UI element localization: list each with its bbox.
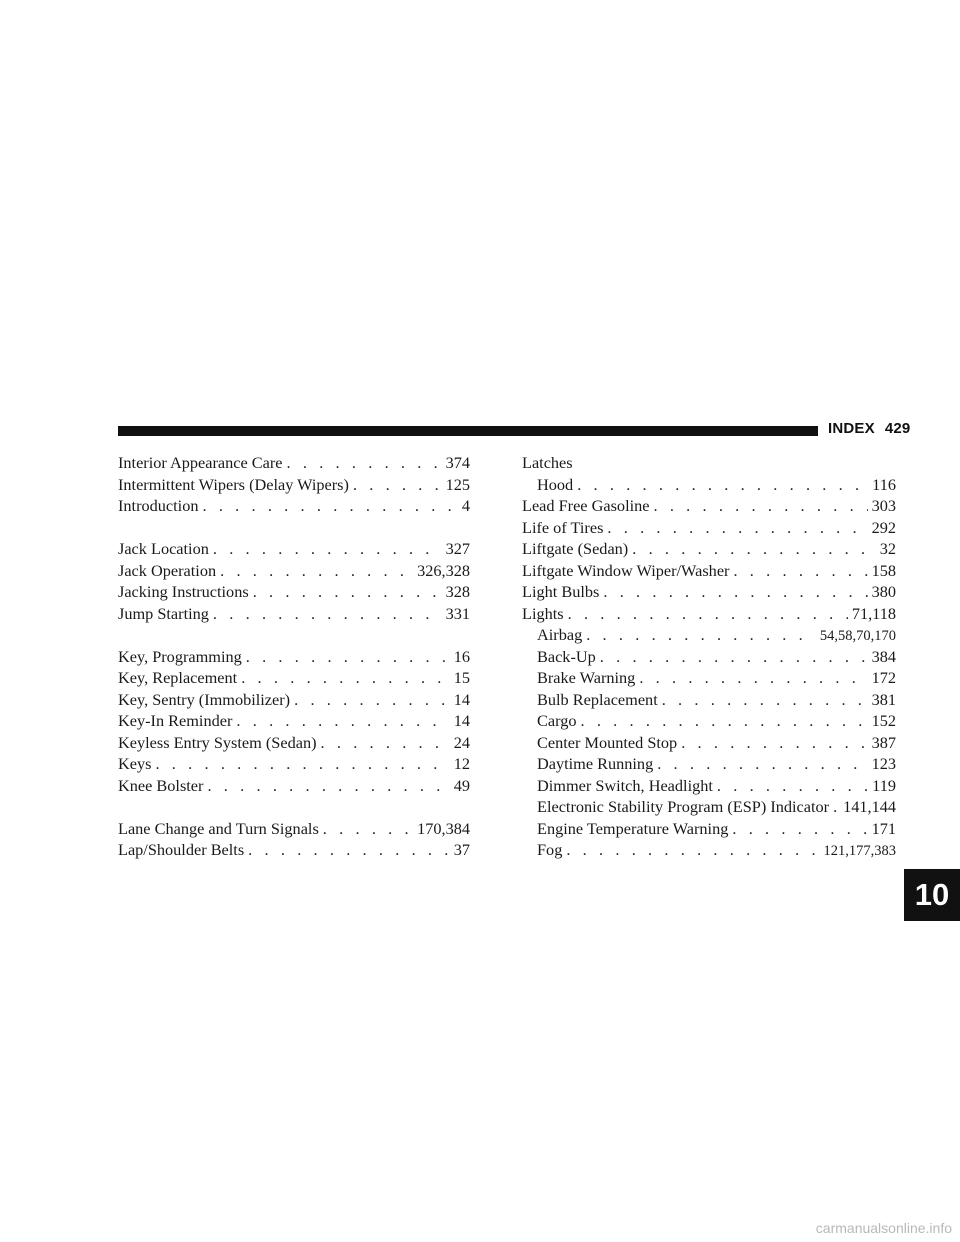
entry-pages: 12 [453, 754, 470, 773]
entry-label: Engine Temperature Warning [537, 818, 729, 838]
running-header [828, 420, 910, 437]
dot-leader [323, 818, 413, 840]
dot-leader [155, 753, 449, 775]
dot-leader [566, 839, 819, 861]
dot-leader [657, 753, 867, 775]
dot-leader [733, 560, 867, 582]
dot-leader [586, 624, 816, 646]
index-column-left [118, 452, 470, 861]
entry-pages: 24 [453, 732, 470, 752]
entry-label: Keyless Entry System (Sedan) [118, 732, 317, 752]
entry-label: Hood [537, 474, 574, 494]
entry-pages: 328 [445, 582, 470, 601]
index-subentry [522, 474, 896, 496]
index-subentry [522, 753, 896, 775]
entry-label: Jacking Instructions [118, 582, 249, 601]
index-entry [522, 581, 896, 603]
dot-leader [653, 495, 867, 517]
entry-pages: 171 [871, 818, 896, 838]
entry-pages: 172 [871, 668, 896, 687]
entry-pages: 292 [871, 517, 896, 537]
index-column-right [522, 452, 896, 861]
index-entry [118, 603, 470, 625]
dot-leader [213, 538, 442, 560]
index-entry [118, 474, 470, 496]
index-subentry [522, 646, 896, 668]
dot-leader [603, 581, 867, 603]
index-subentry [522, 689, 896, 711]
header-rule [118, 426, 818, 436]
index-entry [118, 452, 470, 474]
dot-leader [568, 603, 848, 625]
group-gap [118, 517, 470, 539]
dot-leader [632, 538, 875, 560]
entry-pages: 4 [461, 496, 470, 515]
index-entry [118, 495, 470, 517]
dot-leader [662, 689, 868, 711]
entry-pages: 14 [453, 689, 470, 709]
entry-label: Key, Programming [118, 646, 242, 666]
index-entry [118, 732, 470, 754]
index-entry [118, 667, 470, 689]
entry-label: Key, Sentry (Immobilizer) [118, 689, 291, 709]
entry-label: Center Mounted Stop [537, 732, 678, 752]
dot-leader [248, 839, 450, 861]
entry-pages: 331 [445, 603, 470, 623]
entry-label: Bulb Replacement [537, 689, 658, 709]
index-subentry [522, 775, 896, 797]
index-entry [522, 517, 896, 539]
dot-leader [607, 517, 867, 539]
entry-label: Key-In Reminder [118, 711, 233, 730]
index-entry [118, 560, 470, 582]
entry-pages: 116 [872, 474, 896, 494]
group-gap [118, 796, 470, 818]
index-entry [118, 753, 470, 775]
entry-label: Key, Replacement [118, 668, 238, 687]
dot-leader [287, 452, 442, 474]
entry-label: Lap/Shoulder Belts [118, 840, 245, 859]
entry-label: Liftgate (Sedan) [522, 539, 629, 558]
dot-leader [236, 710, 449, 732]
index-entry [118, 710, 470, 732]
dot-leader [202, 495, 457, 517]
group-gap [118, 624, 470, 646]
dot-leader [639, 667, 867, 689]
entry-pages: 152 [871, 711, 896, 730]
entry-label: Liftgate Window Wiper/Washer [522, 560, 730, 580]
index-subentry [522, 710, 896, 732]
dot-leader [294, 689, 450, 711]
entry-label: Intermittent Wipers (Delay Wipers) [118, 474, 349, 494]
entry-label: Back-Up [537, 646, 596, 666]
entry-pages: 381 [871, 689, 896, 709]
entry-pages: 71,118 [851, 603, 896, 623]
entry-pages: 384 [871, 646, 896, 666]
dot-leader [253, 581, 442, 603]
entry-pages: 37 [453, 840, 470, 859]
index-subentry [522, 732, 896, 754]
dot-leader [577, 474, 868, 496]
index-entry [118, 818, 470, 840]
dot-leader [241, 667, 450, 689]
entry-label: Light Bulbs [522, 582, 600, 601]
index-entry [522, 603, 896, 625]
dot-leader [717, 775, 868, 797]
page-number: 429 [884, 420, 911, 437]
index-subentry [522, 839, 896, 861]
entry-label: Lights [522, 603, 564, 623]
dot-leader [581, 710, 868, 732]
index-subentry [522, 818, 896, 840]
entry-pages: 327 [445, 539, 470, 558]
entry-label: Daytime Running [537, 754, 654, 773]
dot-leader [207, 775, 449, 797]
dot-leader [220, 560, 413, 582]
index-entry [118, 538, 470, 560]
index-heading: Latches [522, 453, 573, 472]
entry-label: Introduction [118, 496, 199, 515]
entry-label: Knee Bolster [118, 775, 204, 795]
entry-pages: 303 [871, 496, 896, 515]
index-entry [522, 538, 896, 560]
entry-pages: 170,384 [417, 818, 470, 838]
entry-pages: 123 [871, 754, 896, 773]
entry-pages: 374 [445, 453, 470, 472]
dot-leader [600, 646, 868, 668]
entry-label: Fog [537, 840, 563, 859]
entry-pages: 125 [445, 474, 470, 494]
entry-pages: 32 [879, 539, 896, 558]
entry-label: Interior Appearance Care [118, 453, 283, 472]
dot-leader [321, 732, 450, 754]
chapter-tab: 10 [904, 869, 960, 921]
entry-pages: 54,58,70,170 [819, 628, 896, 644]
entry-label: Jump Starting [118, 603, 209, 623]
entry-label: Lead Free Gasoline [522, 496, 650, 515]
index-subentry [522, 624, 896, 646]
index-entry [118, 646, 470, 668]
watermark: carmanualsonline.info [815, 1220, 952, 1236]
header-label: INDEX [828, 420, 875, 437]
index-subentry [522, 796, 896, 818]
entry-pages: 141,144 [843, 797, 896, 816]
entry-pages: 387 [871, 732, 896, 752]
index-entry [522, 495, 896, 517]
dot-leader [246, 646, 450, 668]
entry-pages: 158 [871, 560, 896, 580]
entry-label: Cargo [537, 711, 577, 730]
entry-pages: 326,328 [417, 560, 470, 580]
index-entry [118, 581, 470, 603]
entry-pages: 119 [872, 775, 896, 795]
dot-leader [353, 474, 442, 496]
entry-pages: 14 [453, 711, 470, 730]
entry-label: Life of Tires [522, 517, 604, 537]
dot-leader [213, 603, 442, 625]
dot-leader [681, 732, 867, 754]
entry-pages: 16 [453, 646, 470, 666]
dot-leader [732, 818, 867, 840]
entry-pages: 49 [453, 775, 470, 795]
index-entry [522, 560, 896, 582]
entry-pages: 380 [871, 582, 896, 601]
entry-label: Keys [118, 754, 152, 773]
entry-label: Jack Location [118, 539, 209, 558]
entry-pages: 121,177,383 [823, 843, 896, 859]
entry-label: Airbag [537, 625, 583, 644]
index-entry [118, 839, 470, 861]
index-entry [118, 775, 470, 797]
index-subentry [522, 667, 896, 689]
entry-label: Brake Warning [537, 668, 636, 687]
entry-label: Electronic Stability Program (ESP) Indicator [537, 797, 830, 816]
entry-label: Lane Change and Turn Signals [118, 818, 319, 838]
entry-label: Dimmer Switch, Headlight [537, 775, 713, 795]
index-entry [118, 689, 470, 711]
entry-label: Jack Operation [118, 560, 217, 580]
entry-pages: 15 [453, 668, 470, 687]
